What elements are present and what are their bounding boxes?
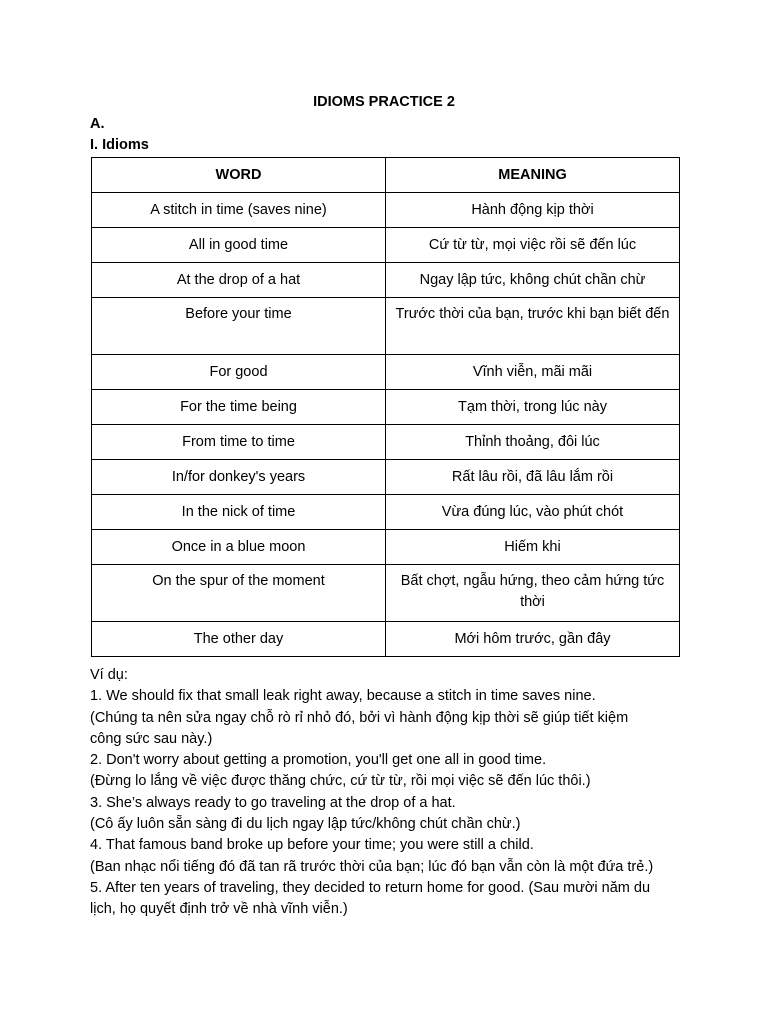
table-row — [92, 622, 680, 657]
meaning-cell: Mới hôm trước, gần đây — [386, 622, 680, 657]
example-line: (Đừng lo lắng về việc được thăng chức, cứ từ từ, rồi mọi việc sẽ đến lúc thôi.) — [90, 773, 591, 790]
meaning-cell: Hành động kịp thời — [386, 193, 680, 228]
example-line: 1. We should fix that small leak right away, because a stitch in time saves nine. — [90, 688, 596, 705]
meaning-cell: Tạm thời, trong lúc này — [386, 390, 680, 425]
meaning-cell: Bất chợt, ngẫu hứng, theo cảm hứng tức thời — [386, 565, 680, 622]
examples-heading: Ví dụ: — [90, 667, 128, 683]
table-row — [92, 530, 680, 565]
example-line: 2. Don't worry about getting a promotion, you'll get one all in good time. — [90, 752, 547, 769]
table-row — [92, 390, 680, 425]
meaning-cell: Thỉnh thoảng, đôi lúc — [386, 425, 680, 460]
example-line: (Cô ấy luôn sẵn sàng đi du lịch ngay lập tức/không chút chần chừ.) — [90, 816, 521, 833]
meaning-cell: Trước thời của bạn, trước khi bạn biết đến — [386, 298, 680, 355]
example-line: (Ban nhạc nổi tiếng đó đã tan rã trước thời của bạn; lúc đó bạn vẫn còn là một đứa trẻ.) — [90, 858, 654, 875]
meaning-cell: Rất lâu rồi, đã lâu lắm rồi — [386, 460, 680, 495]
table-row — [92, 298, 680, 355]
table-row — [92, 228, 680, 263]
section-idioms-heading: I. Idioms — [90, 137, 149, 153]
word-cell: On the spur of the moment — [92, 565, 386, 622]
column-header-meaning: MEANING — [386, 158, 680, 193]
example-line: lịch, họ quyết định trở về nhà vĩnh viễn.) — [90, 901, 348, 918]
word-cell: In the nick of time — [92, 495, 386, 530]
example-line: công sức sau này.) — [90, 730, 213, 747]
word-cell: For good — [92, 355, 386, 390]
examples-section — [90, 665, 690, 921]
table-row — [92, 355, 680, 390]
table-row — [92, 495, 680, 530]
word-cell: In/for donkey's years — [92, 460, 386, 495]
table-row — [92, 263, 680, 298]
meaning-cell: Vĩnh viễn, mãi mãi — [386, 355, 680, 390]
word-cell: The other day — [92, 622, 386, 657]
word-cell: A stitch in time (saves nine) — [92, 193, 386, 228]
meaning-cell: Ngay lập tức, không chút chần chừ — [386, 263, 680, 298]
table-header-row — [92, 158, 680, 193]
table-row — [92, 565, 680, 622]
idioms-table — [91, 157, 680, 657]
word-cell: Once in a blue moon — [92, 530, 386, 565]
example-line: 5. After ten years of traveling, they decided to return home for good. (Sau mười năm du — [90, 879, 651, 896]
word-cell: All in good time — [92, 228, 386, 263]
word-cell: Before your time — [92, 298, 386, 355]
table-row — [92, 460, 680, 495]
page-title: IDIOMS PRACTICE 2 — [313, 94, 455, 110]
example-line: 3. She’s always ready to go traveling at the drop of a hat. — [90, 794, 456, 811]
column-header-word: WORD — [92, 158, 386, 193]
word-cell: For the time being — [92, 390, 386, 425]
word-cell: At the drop of a hat — [92, 263, 386, 298]
section-a-heading: A. — [90, 116, 105, 132]
word-cell: From time to time — [92, 425, 386, 460]
example-line: (Chúng ta nên sửa ngay chỗ rò rỉ nhỏ đó, bởi vì hành động kịp thời sẽ giúp tiết kiệm — [90, 709, 629, 726]
example-line: 4. That famous band broke up before your time; you were still a child. — [90, 837, 534, 854]
meaning-cell: Hiếm khi — [386, 530, 680, 565]
meaning-cell: Vừa đúng lúc, vào phút chót — [386, 495, 680, 530]
meaning-cell: Cứ từ từ, mọi việc rồi sẽ đến lúc — [386, 228, 680, 263]
table-row — [92, 425, 680, 460]
table-row — [92, 193, 680, 228]
